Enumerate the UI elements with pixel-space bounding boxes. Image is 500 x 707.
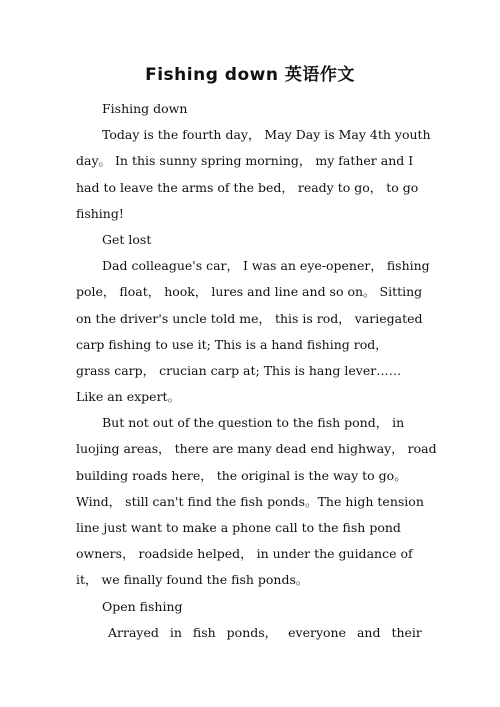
paragraph-line: fishing!: [76, 205, 124, 221]
paragraph-line: day。 In this sunny spring morning， my father and I: [76, 153, 414, 169]
section-heading-fishing-down: Fishing down: [102, 101, 188, 116]
paragraph-line: line just want to make a phone call to the fish pond: [76, 520, 401, 535]
section-heading-open-fishing: Open fishing: [102, 598, 183, 614]
paragraph-line: Wind， still can't find the fish ponds。The high tension: [76, 493, 424, 509]
paragraph-line: owners， roadside helped， in under the guidance of: [76, 546, 413, 562]
paragraph-line: on the driver's uncle told me， this is rod， variegated: [76, 310, 423, 326]
paragraph-line: carp fishing to use it; This is a hand fishing rod，: [76, 336, 388, 352]
paragraph-line: Today is the fourth day， May Day is May 4th youth: [102, 127, 431, 143]
paragraph-line: Like an expert。: [76, 389, 181, 405]
paragraph-line: had to leave the arms of the bed， ready to go， to go: [76, 179, 419, 195]
paragraph-line: building roads here， the original is the way to go。: [76, 467, 407, 483]
page-title: Fishing down 英语作文: [145, 65, 355, 85]
paragraph-line: luojing areas， there are many dead end highway， road: [76, 441, 437, 457]
paragraph-line: grass carp， crucian carp at; This is hang lever……: [76, 362, 402, 378]
paragraph-line: Arrayed in fish ponds， everyone and their: [108, 624, 422, 640]
document-body: [76, 96, 466, 646]
paragraph-line: it， we finally found the fish ponds。: [76, 572, 309, 588]
paragraph-line: But not out of the question to the fish pond， in: [102, 415, 405, 431]
paragraph-line: pole， float， hook， lures and line and so on。 Sitting: [76, 284, 423, 300]
paragraph-line: Dad colleague's car， I was an eye-opener， fishing: [102, 258, 430, 274]
section-heading-get-lost: Get lost: [102, 231, 152, 247]
